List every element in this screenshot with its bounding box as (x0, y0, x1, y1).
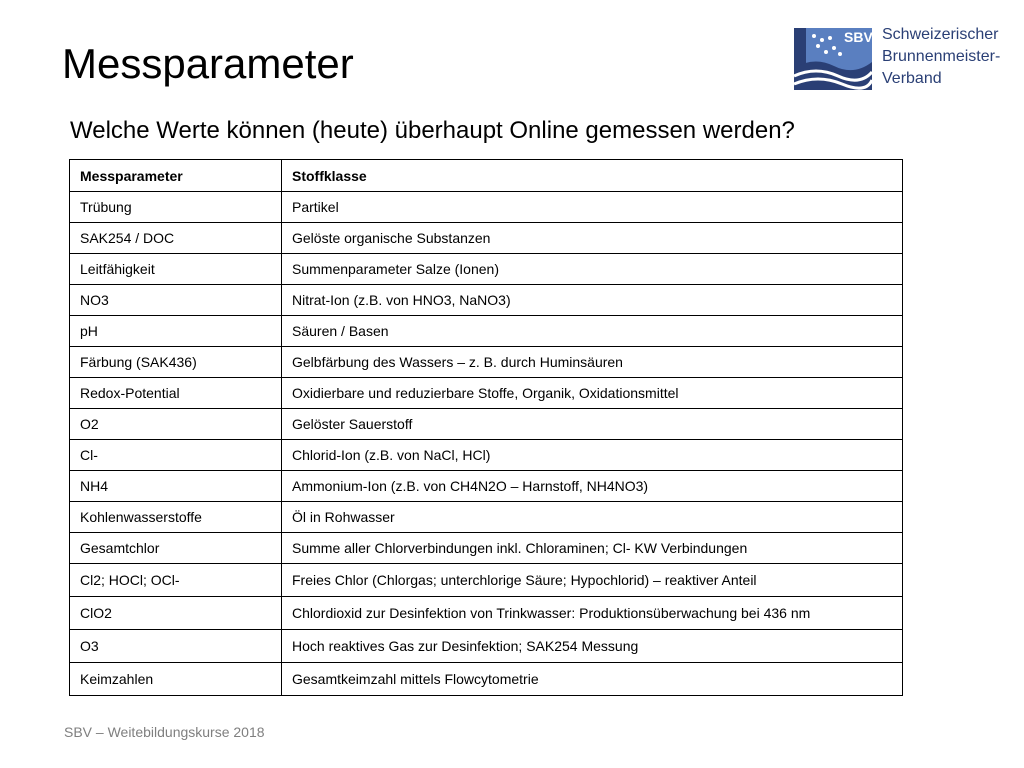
table-row (70, 378, 903, 409)
class-cell: Gelöster Sauerstoff (282, 409, 903, 440)
class-cell: Gesamtkeimzahl mittels Flowcytometrie (282, 663, 903, 696)
parameter-cell: Gesamtchlor (70, 533, 282, 564)
table-row (70, 192, 903, 223)
class-cell: Summenparameter Salze (Ionen) (282, 254, 903, 285)
class-cell: Gelöste organische Substanzen (282, 223, 903, 254)
class-cell: Chlordioxid zur Desinfektion von Trinkwasser: Produktionsüberwachung bei 436 nm (282, 597, 903, 630)
logo-line-2: Brunnenmeister- (882, 48, 1001, 65)
table-row (70, 533, 903, 564)
logo-line-3: Verband (882, 70, 942, 87)
class-cell: Gelbfärbung des Wassers – z. B. durch Huminsäuren (282, 347, 903, 378)
slide-title: Messparameter (62, 40, 354, 87)
table-row (70, 564, 903, 597)
class-cell: Summe aller Chlorverbindungen inkl. Chloraminen; Cl- KW Verbindungen (282, 533, 903, 564)
parameter-cell: ClO2 (70, 597, 282, 630)
parameter-cell: NO3 (70, 285, 282, 316)
parameter-table (69, 159, 903, 696)
parameter-cell: Färbung (SAK436) (70, 347, 282, 378)
class-cell: Oxidierbare und reduzierbare Stoffe, Organik, Oxidationsmittel (282, 378, 903, 409)
table-row (70, 409, 903, 440)
table-row (70, 502, 903, 533)
class-cell: Freies Chlor (Chlorgas; unterchlorige Säure; Hypochlorid) – reaktiver Anteil (282, 564, 903, 597)
table-row (70, 254, 903, 285)
parameter-cell: Keimzahlen (70, 663, 282, 696)
class-cell: Hoch reaktives Gas zur Desinfektion; SAK254 Messung (282, 630, 903, 663)
logo-mark: SBV (844, 29, 873, 45)
table-row (70, 663, 903, 696)
header-messparameter: Messparameter (70, 160, 282, 192)
parameter-cell: Trübung (70, 192, 282, 223)
class-cell: Nitrat-Ion (z.B. von HNO3, NaNO3) (282, 285, 903, 316)
parameter-cell: pH (70, 316, 282, 347)
parameter-cell: Kohlenwasserstoffe (70, 502, 282, 533)
table-row (70, 440, 903, 471)
table-row (70, 285, 903, 316)
table-row (70, 316, 903, 347)
logo-text (882, 24, 1000, 90)
parameter-cell: NH4 (70, 471, 282, 502)
table-row (70, 630, 903, 663)
logo-line-1: Schweizerischer (882, 26, 999, 43)
parameter-cell: Cl2; HOCl; OCl- (70, 564, 282, 597)
class-cell: Partikel (282, 192, 903, 223)
table-row (70, 597, 903, 630)
class-cell: Ammonium-Ion (z.B. von CH4N2O – Harnstoff, NH4NO3) (282, 471, 903, 502)
class-cell: Öl in Rohwasser (282, 502, 903, 533)
parameter-cell: Cl- (70, 440, 282, 471)
parameter-cell: Redox-Potential (70, 378, 282, 409)
sbv-logo (792, 22, 1007, 100)
parameter-cell: Leitfähigkeit (70, 254, 282, 285)
table-header-row (70, 160, 903, 192)
table-row (70, 223, 903, 254)
slide-footer: SBV – Weitebildungskurse 2018 (64, 724, 265, 740)
table-row (70, 347, 903, 378)
parameter-cell: SAK254 / DOC (70, 223, 282, 254)
sbv-wave-logo-icon (792, 22, 878, 92)
class-cell: Chlorid-Ion (z.B. von NaCl, HCl) (282, 440, 903, 471)
table-row (70, 471, 903, 502)
slide-subtitle: Welche Werte können (heute) überhaupt Online gemessen werden? (70, 117, 795, 144)
header-stoffklasse: Stoffklasse (282, 160, 903, 192)
parameter-cell: O3 (70, 630, 282, 663)
parameter-cell: O2 (70, 409, 282, 440)
class-cell: Säuren / Basen (282, 316, 903, 347)
